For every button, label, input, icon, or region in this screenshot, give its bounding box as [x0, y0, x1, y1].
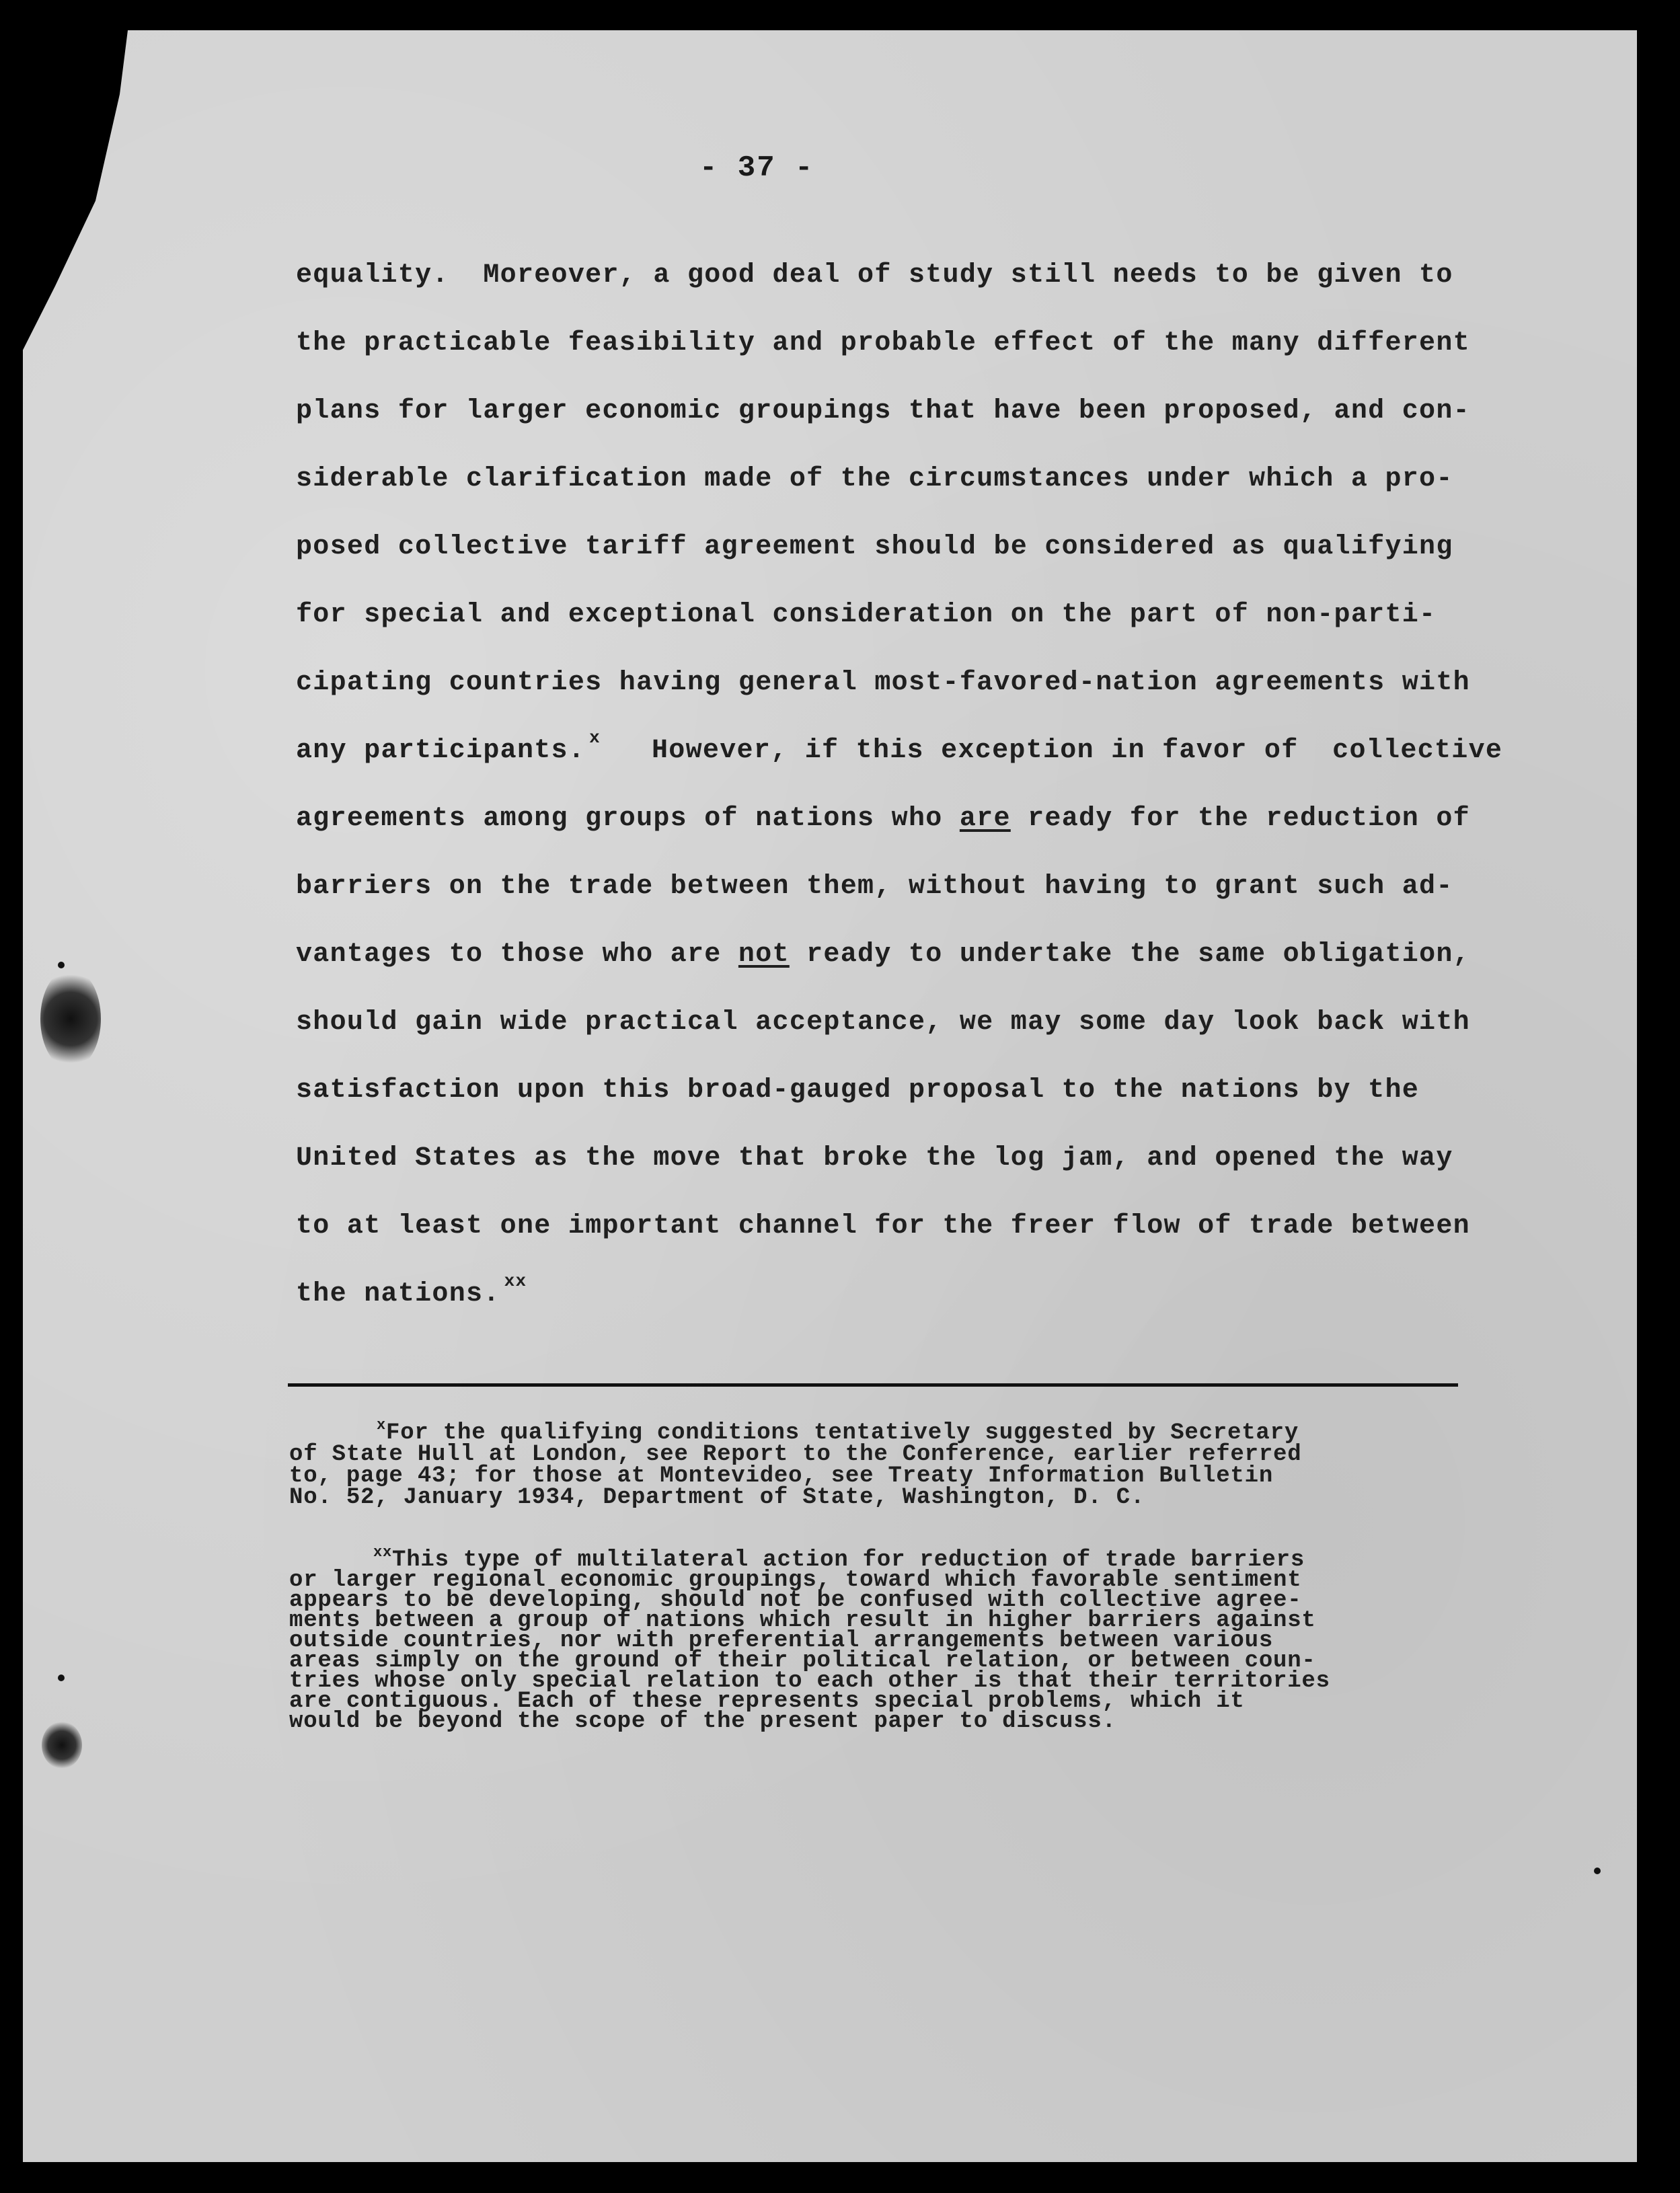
- footnote-line: would be beyond the scope of the present paper to discuss.: [289, 1709, 1116, 1734]
- text-line: should gain wide practical acceptance, we may some day look back with: [296, 1007, 1470, 1038]
- text-line: siderable clarification made of the circumstances under which a pro-: [296, 464, 1453, 494]
- footnote-line: ments between a group of nations which result in higher barriers against: [289, 1608, 1316, 1633]
- ink-smudge: [40, 968, 101, 1069]
- footnote-mark: x: [377, 1417, 387, 1434]
- text-line: posed collective tariff agreement should be considered as qualifying: [296, 532, 1453, 562]
- text-line: barriers on the trade between them, without having to grant such ad-: [296, 872, 1453, 902]
- text-segment: This type of multilateral action for reduction of trade barriers: [392, 1547, 1305, 1573]
- footnote-first: [289, 1417, 1520, 1510]
- text-line: cipating countries having general most-favored-nation agreements with: [296, 668, 1470, 698]
- footnote-reference: x: [589, 728, 601, 748]
- footnote-mark: xx: [373, 1544, 393, 1561]
- footnote-line: appears to be developing, should not be confused with collective agree-: [289, 1588, 1302, 1613]
- text-line: to at least one important channel for the freer flow of trade between: [296, 1211, 1470, 1241]
- text-segment: the nations.: [296, 1279, 500, 1309]
- text-line: for special and exceptional consideration on the part of non-parti-: [296, 600, 1437, 630]
- ink-smudge: [42, 1722, 82, 1769]
- footnote-line: or larger regional economic groupings, toward which favorable sentiment: [289, 1568, 1302, 1593]
- text-line: [296, 1271, 1506, 1346]
- footnote-line: No. 52, January 1934, Department of State, Washington, D. C.: [289, 1485, 1145, 1510]
- ink-speck: [1594, 1868, 1601, 1874]
- footnote-line: [289, 1417, 1520, 1446]
- ink-speck: [58, 962, 65, 968]
- text-line: [296, 802, 1506, 870]
- footnote-reference: xx: [504, 1271, 527, 1291]
- footnote-divider: [288, 1383, 1458, 1387]
- text-segment: ready to undertake the same obligation,: [789, 939, 1470, 970]
- footnote-line: of State Hull at London, see Report to the Conference, earlier referred: [289, 1442, 1302, 1467]
- footnote-line: are contiguous. Each of these represents special problems, which it: [289, 1689, 1245, 1714]
- footnote-line: to, page 43; for those at Montevideo, see Treaty Information Bulletin: [289, 1463, 1274, 1489]
- text-line: [296, 938, 1506, 1006]
- text-segment: agreements among groups of nations who: [296, 804, 960, 834]
- text-segment: any participants.: [296, 736, 586, 766]
- underlined-word: not: [738, 939, 790, 970]
- footnote-line: areas simply on the ground of their political relation, or between coun-: [289, 1648, 1316, 1674]
- text-line: plans for larger economic groupings that have been proposed, and con-: [296, 396, 1470, 426]
- footnote-line: tries whose only special relation to each other is that their territories: [289, 1668, 1330, 1694]
- text-line: satisfaction upon this broad-gauged proposal to the nations by the: [296, 1075, 1420, 1106]
- footnotes: [289, 1417, 1520, 1734]
- body-text: [296, 259, 1506, 1346]
- text-segment: For the qualifying conditions tentatively suggested by Secretary: [386, 1420, 1299, 1446]
- text-line: the practicable feasibility and probable effect of the many different: [296, 328, 1470, 358]
- text-line: [296, 728, 1506, 802]
- text-line: equality. Moreover, a good deal of study still needs to be given to: [296, 260, 1453, 291]
- ink-speck: [58, 1675, 65, 1681]
- text-segment: vantages to those who are: [296, 939, 738, 970]
- underlined-word: are: [959, 804, 1011, 834]
- text-segment: However, if this exception in favor of collective: [601, 736, 1503, 766]
- text-segment: ready for the reduction of: [1010, 804, 1470, 834]
- footnote-second: [289, 1544, 1520, 1734]
- text-line: United States as the move that broke the log jam, and opened the way: [296, 1143, 1453, 1174]
- footnote-line: outside countries, nor with preferential arrangements between various: [289, 1628, 1274, 1654]
- page-number: - 37 -: [699, 151, 814, 185]
